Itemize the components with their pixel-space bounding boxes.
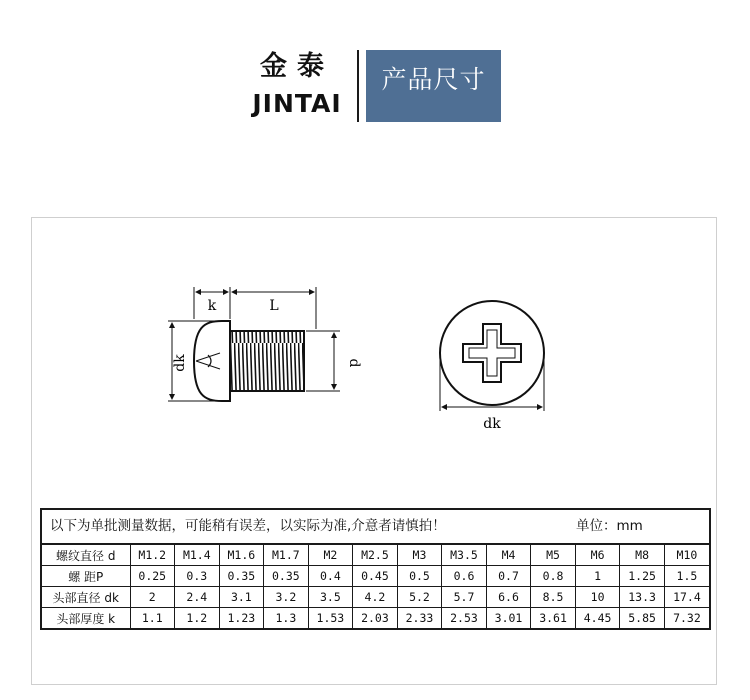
table-cell: 2.33 xyxy=(397,608,442,629)
table-cell: M2.5 xyxy=(353,545,398,566)
row-header: 头部直径 dk xyxy=(42,587,130,608)
table-cell: 10 xyxy=(575,587,620,608)
table-cell: 0.5 xyxy=(397,566,442,587)
table-cell: 1.2 xyxy=(175,608,220,629)
table-cell: 0.8 xyxy=(531,566,576,587)
table-cell: 1.1 xyxy=(130,608,175,629)
table-cell: 5.2 xyxy=(397,587,442,608)
table-cell: 0.35 xyxy=(219,566,264,587)
table-cell: 4.2 xyxy=(353,587,398,608)
row-header: 螺纹直径 d xyxy=(42,545,130,566)
dim-label-k: k xyxy=(207,298,217,314)
table-cell: M5 xyxy=(531,545,576,566)
table-cell: M1.7 xyxy=(264,545,309,566)
table-cell: 1.25 xyxy=(620,566,665,587)
table-cell: M10 xyxy=(664,545,709,566)
spec-notice-row xyxy=(42,510,709,545)
table-cell: 0.25 xyxy=(130,566,175,587)
table-cell: 4.45 xyxy=(575,608,620,629)
table-cell: M1.6 xyxy=(219,545,264,566)
table-cell: 0.6 xyxy=(442,566,487,587)
table-cell: 5.85 xyxy=(620,608,665,629)
header-divider xyxy=(357,50,359,122)
dim-label-d: d xyxy=(346,358,362,368)
table-cell: 1.3 xyxy=(264,608,309,629)
table-cell: 0.35 xyxy=(264,566,309,587)
table-cell: 0.7 xyxy=(486,566,531,587)
table-cell: M1.2 xyxy=(130,545,175,566)
unit-label: 单位：mm xyxy=(576,518,643,534)
screw-dimension-drawing xyxy=(162,283,562,448)
table-cell: 3.61 xyxy=(531,608,576,629)
table-cell: 13.3 xyxy=(620,587,665,608)
table-cell: 7.32 xyxy=(664,608,709,629)
table-cell: M2 xyxy=(308,545,353,566)
table-cell: 2 xyxy=(130,587,175,608)
row-header: 螺 距P xyxy=(42,566,130,587)
table-cell: 1.5 xyxy=(664,566,709,587)
table-cell: M6 xyxy=(575,545,620,566)
table-row xyxy=(42,566,709,587)
dim-label-dk-side: dk xyxy=(172,354,188,372)
table-cell: M4 xyxy=(486,545,531,566)
table-cell: 2.53 xyxy=(442,608,487,629)
table-cell: M3 xyxy=(397,545,442,566)
table-row xyxy=(42,545,709,566)
table-cell: 0.3 xyxy=(175,566,220,587)
measurement-notice: 以下为单批测量数据，可能稍有误差，以实际为准,介意者请慎拍！ xyxy=(50,518,446,534)
brand-name-en: JINTAI xyxy=(252,89,342,118)
table-cell: 3.5 xyxy=(308,587,353,608)
table-cell: 3.01 xyxy=(486,608,531,629)
table-cell: 3.2 xyxy=(264,587,309,608)
table-cell: 1.53 xyxy=(308,608,353,629)
table-cell: 5.7 xyxy=(442,587,487,608)
table-cell: 0.45 xyxy=(353,566,398,587)
table-row xyxy=(42,587,709,608)
spec-grid xyxy=(42,545,709,628)
table-cell: M1.4 xyxy=(175,545,220,566)
brand-name-cn: 金泰 xyxy=(260,51,334,82)
table-cell: 1 xyxy=(575,566,620,587)
table-cell: 8.5 xyxy=(531,587,576,608)
section-title: 产品尺寸 xyxy=(366,50,501,122)
table-cell: 6.6 xyxy=(486,587,531,608)
table-cell: 3.1 xyxy=(219,587,264,608)
table-cell: 0.4 xyxy=(308,566,353,587)
brand-logo xyxy=(241,50,359,122)
dim-label-L: L xyxy=(269,298,279,314)
screw-side-view xyxy=(168,287,340,401)
table-row xyxy=(42,608,709,629)
table-cell: 2.03 xyxy=(353,608,398,629)
screw-front-view xyxy=(440,301,544,411)
table-cell: M8 xyxy=(620,545,665,566)
table-cell: 2.4 xyxy=(175,587,220,608)
table-cell: 17.4 xyxy=(664,587,709,608)
table-cell: M3.5 xyxy=(442,545,487,566)
row-header: 头部厚度 k xyxy=(42,608,130,629)
dim-label-dk-front: dk xyxy=(483,416,501,432)
table-cell: 1.23 xyxy=(219,608,264,629)
spec-table xyxy=(40,508,711,630)
